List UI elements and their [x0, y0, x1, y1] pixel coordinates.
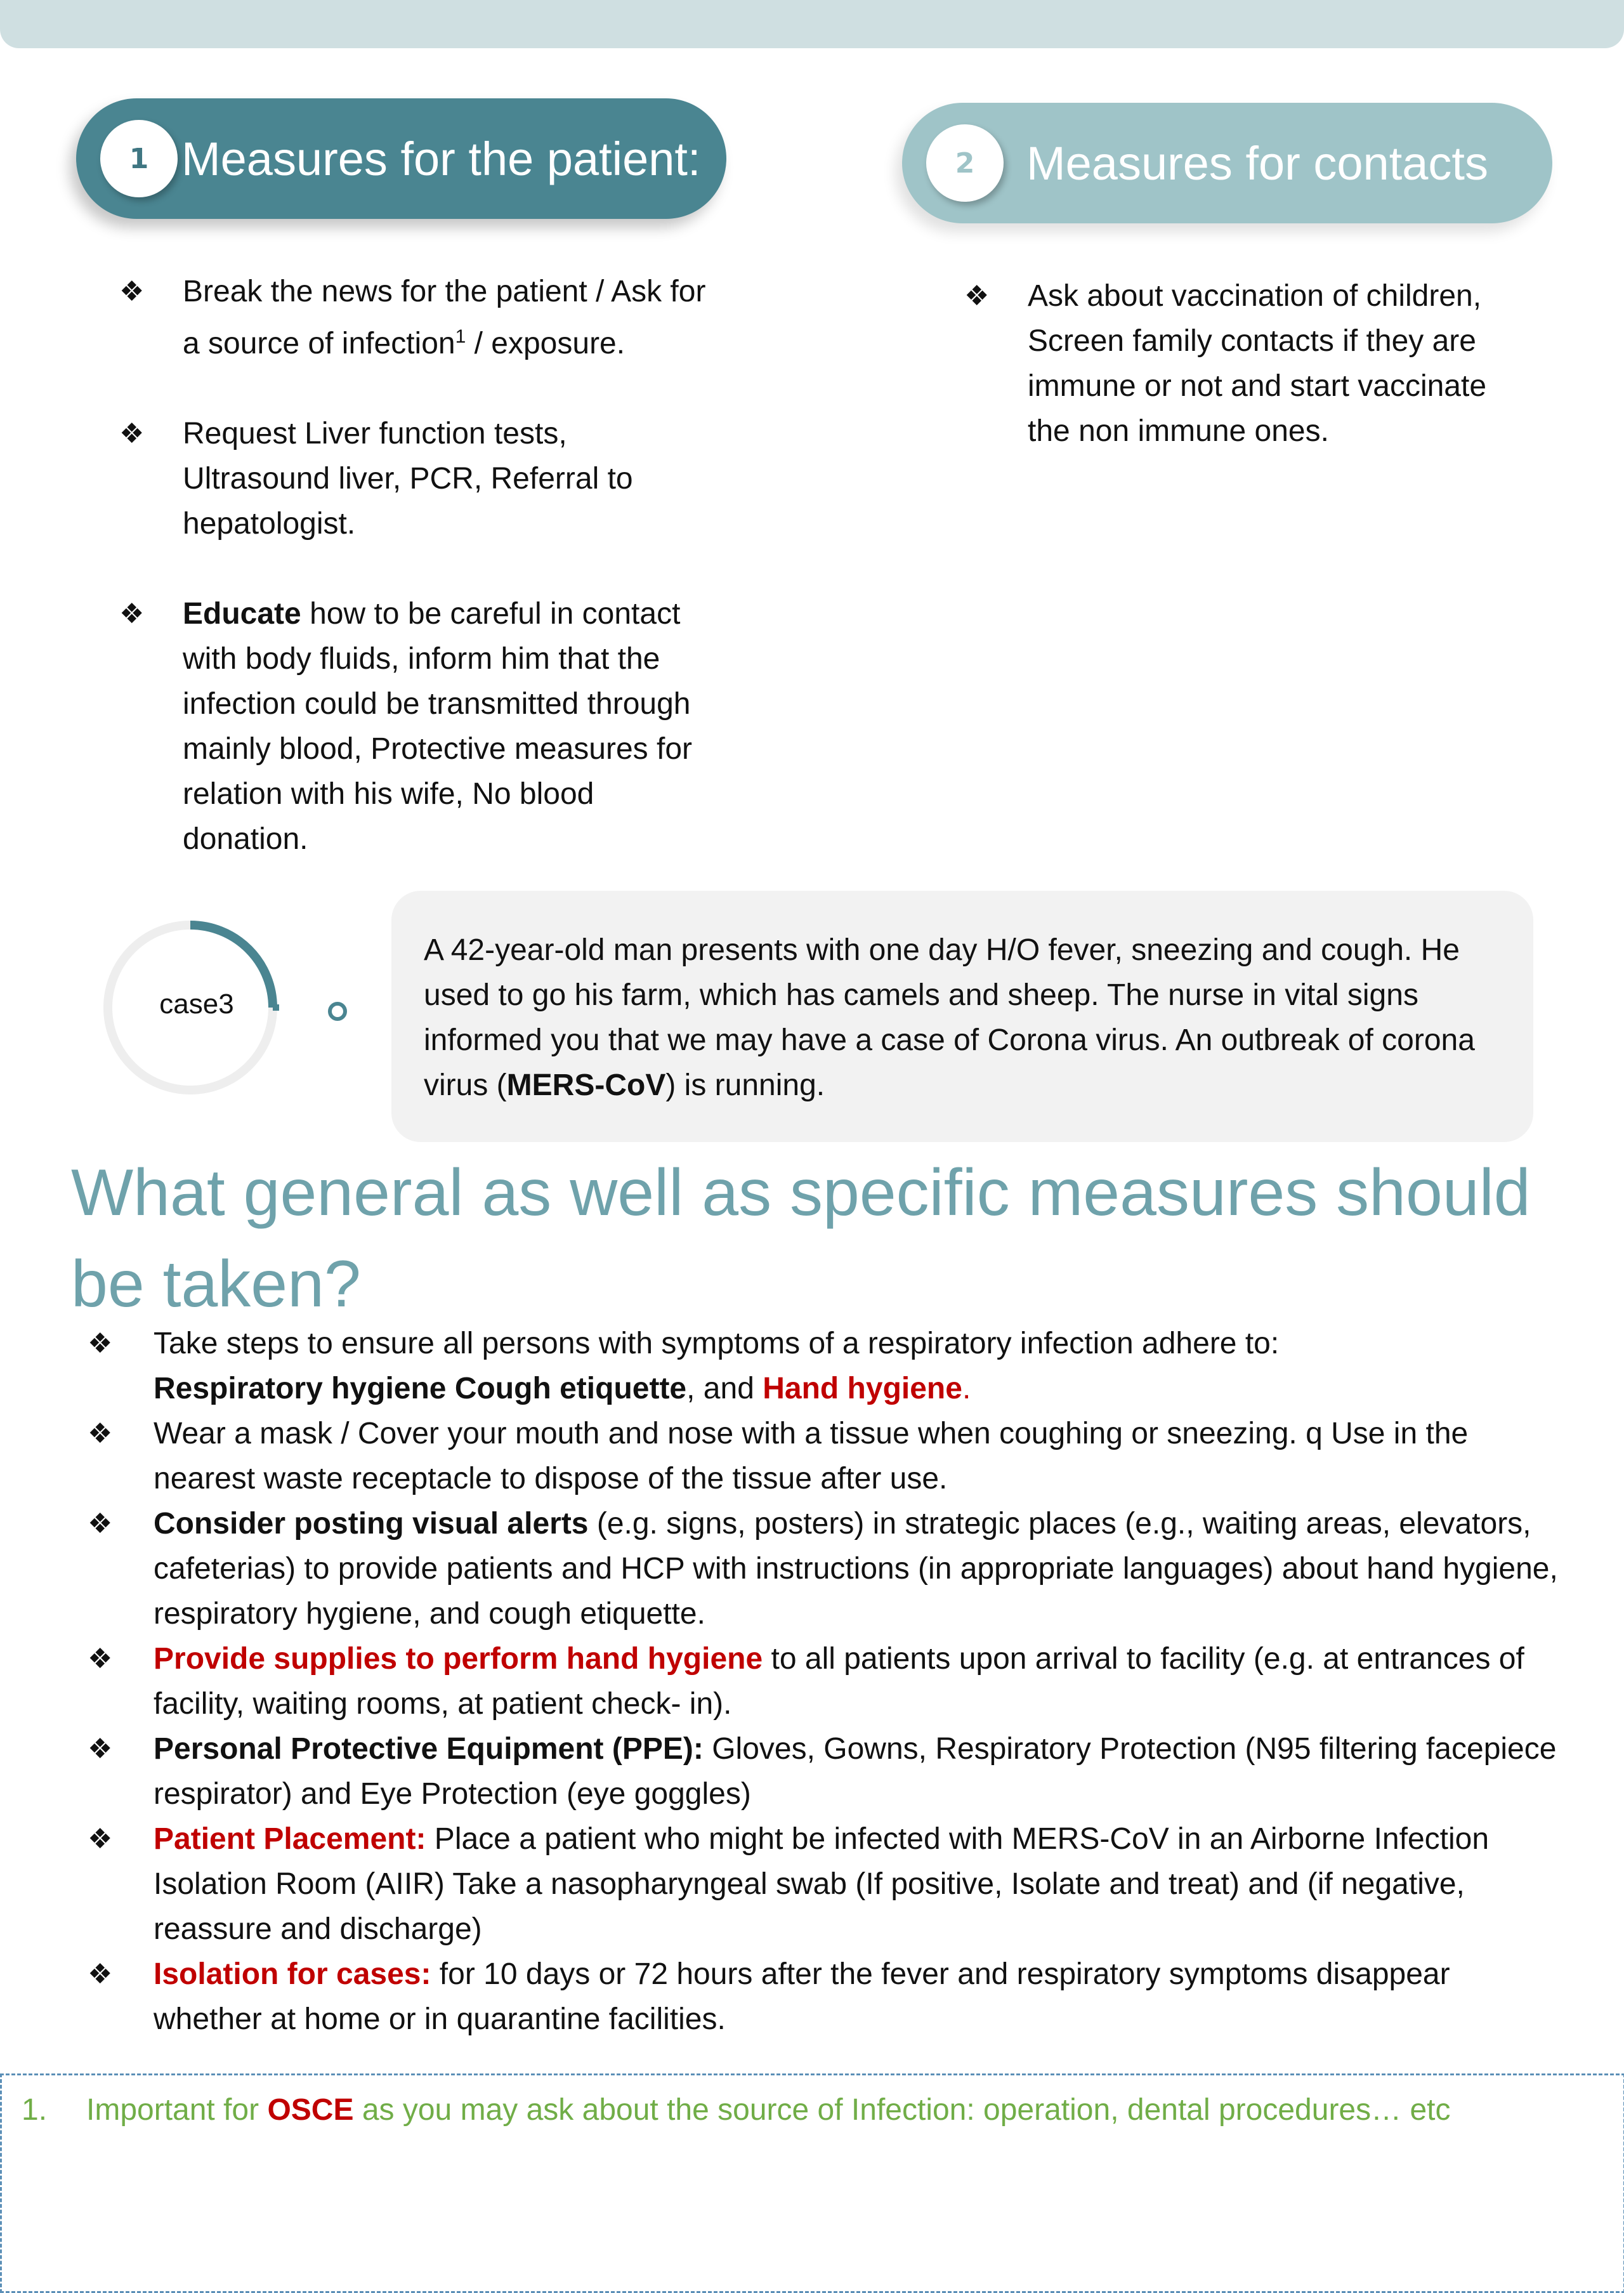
general-measures-list	[88, 1321, 1562, 2042]
diamond-bullet-icon: ❖	[119, 275, 145, 308]
item-highlight: Patient Placement:	[154, 1822, 426, 1856]
section-1-header	[76, 98, 726, 219]
item-text: Wear a mask / Cover your mouth and nose with a tissue when coughing or sneezing. q Use in the nearest waste receptacle to dispose of the tissue after use.	[154, 1417, 1469, 1495]
patient-measures-list	[119, 269, 716, 907]
section-2-number: 2	[926, 124, 1004, 202]
list-item	[88, 1817, 1562, 1952]
case-bold: MERS-CoV	[506, 1068, 666, 1102]
top-banner	[0, 0, 1624, 48]
item-text-tail: / exposure.	[466, 327, 625, 360]
item-text: Ask about vaccination of children, Screen family contacts if they are immune or not and start vaccinate the non immune ones.	[1028, 279, 1487, 448]
connector-dot-icon	[324, 997, 351, 1025]
footnote	[22, 2093, 1451, 2127]
list-item	[88, 1501, 1562, 1636]
list-item	[88, 1411, 1562, 1501]
item-text: .	[962, 1372, 971, 1405]
item-bold: Respiratory hygiene Cough etiquette	[154, 1372, 687, 1405]
contact-measures-list	[964, 273, 1535, 454]
item-text: Place a patient who might be infected with MERS-CoV in an Airborne Infection Isolation Room (AIIR) Take a nasopharyngeal swab (If positive, Isolate and treat) and (if negative, reassure and discharge)	[154, 1822, 1490, 1946]
item-text: (e.g. signs, posters) in strategic places (e.g., waiting areas, elevators, cafeterias) to provide patients and HCP with instructions (in appropriate languages) about hand hygiene, respiratory hygiene, and cough etiquette.	[154, 1507, 1558, 1631]
section-2-header	[902, 103, 1552, 223]
footnote-ref: 1	[455, 326, 466, 347]
diamond-bullet-icon: ❖	[88, 1733, 113, 1765]
diamond-bullet-icon: ❖	[88, 1643, 113, 1675]
case-text-part: ) is running.	[665, 1068, 825, 1102]
list-item	[964, 273, 1535, 454]
item-text: how to be careful in contact with body fluids, inform him that the infection could be transmitted through mainly blood, Protective measures for relation with his wife, No blood donation.	[183, 597, 693, 856]
diamond-bullet-icon: ❖	[964, 280, 990, 312]
case-label: case3	[159, 989, 234, 1020]
item-text: for 10 days or 72 hours after the fever and respiratory symptoms disappear whether at home or in quarantine facilities.	[154, 1957, 1450, 2036]
diamond-bullet-icon: ❖	[88, 1327, 113, 1360]
footnote-text: as you may ask about the source of Infection: operation, dental procedures… etc	[353, 2093, 1451, 2127]
item-text: Take steps to ensure all persons with symptoms of a respiratory infection adhere to:	[154, 1327, 1280, 1360]
diamond-bullet-icon: ❖	[88, 1958, 113, 1990]
footnote-highlight: OSCE	[267, 2093, 354, 2127]
item-text: to all patients upon arrival to facility (e.g. at entrances of facility, waiting rooms, at patient check- in).	[154, 1642, 1524, 1721]
item-bold: Educate	[183, 597, 301, 631]
section-1-number: 1	[100, 120, 178, 197]
section-2-title: Measures for contacts	[1026, 136, 1488, 190]
diamond-bullet-icon: ❖	[88, 1508, 113, 1540]
item-highlight: Provide supplies to perform hand hygiene	[154, 1642, 763, 1676]
list-item	[119, 591, 716, 862]
diamond-bullet-icon: ❖	[88, 1417, 113, 1450]
list-item	[88, 1321, 1562, 1411]
item-text: Break the news for the patient / Ask for a source of infection	[183, 275, 706, 360]
footnote-number: 1.	[22, 2093, 48, 2127]
item-bold: Consider posting visual alerts	[154, 1507, 589, 1541]
item-highlight: Isolation for cases:	[154, 1957, 431, 1991]
list-item	[88, 1636, 1562, 1726]
item-highlight: Hand hygiene	[763, 1372, 962, 1405]
section-1-title: Measures for the patient:	[181, 132, 701, 185]
footnote-text: Important for	[86, 2093, 268, 2127]
list-item	[119, 269, 716, 366]
list-item	[119, 411, 716, 546]
diamond-bullet-icon: ❖	[88, 1823, 113, 1855]
list-item	[88, 1726, 1562, 1817]
item-text: Gloves, Gowns, Respiratory Protection (N95 filtering facepiece respirator) and Eye Protection (eye goggles)	[154, 1732, 1557, 1811]
item-text: Request Liver function tests, Ultrasound liver, PCR, Referral to hepatologist.	[183, 417, 633, 541]
item-bold: Personal Protective Equipment (PPE):	[154, 1732, 704, 1766]
diamond-bullet-icon: ❖	[119, 417, 145, 450]
item-text: , and	[686, 1372, 763, 1405]
diamond-bullet-icon: ❖	[119, 598, 145, 630]
list-item	[88, 1952, 1562, 2042]
question-heading: What general as well as specific measures should be taken?	[71, 1156, 1531, 1321]
case-description	[424, 928, 1515, 1108]
case-text-part: A 42-year-old man presents with one day H/O fever, sneezing and cough. He used to go his farm, which has camels and sheep. The nurse in vital signs informed you that we may have a case of Corona virus. An outbreak of corona virus (	[424, 933, 1475, 1102]
